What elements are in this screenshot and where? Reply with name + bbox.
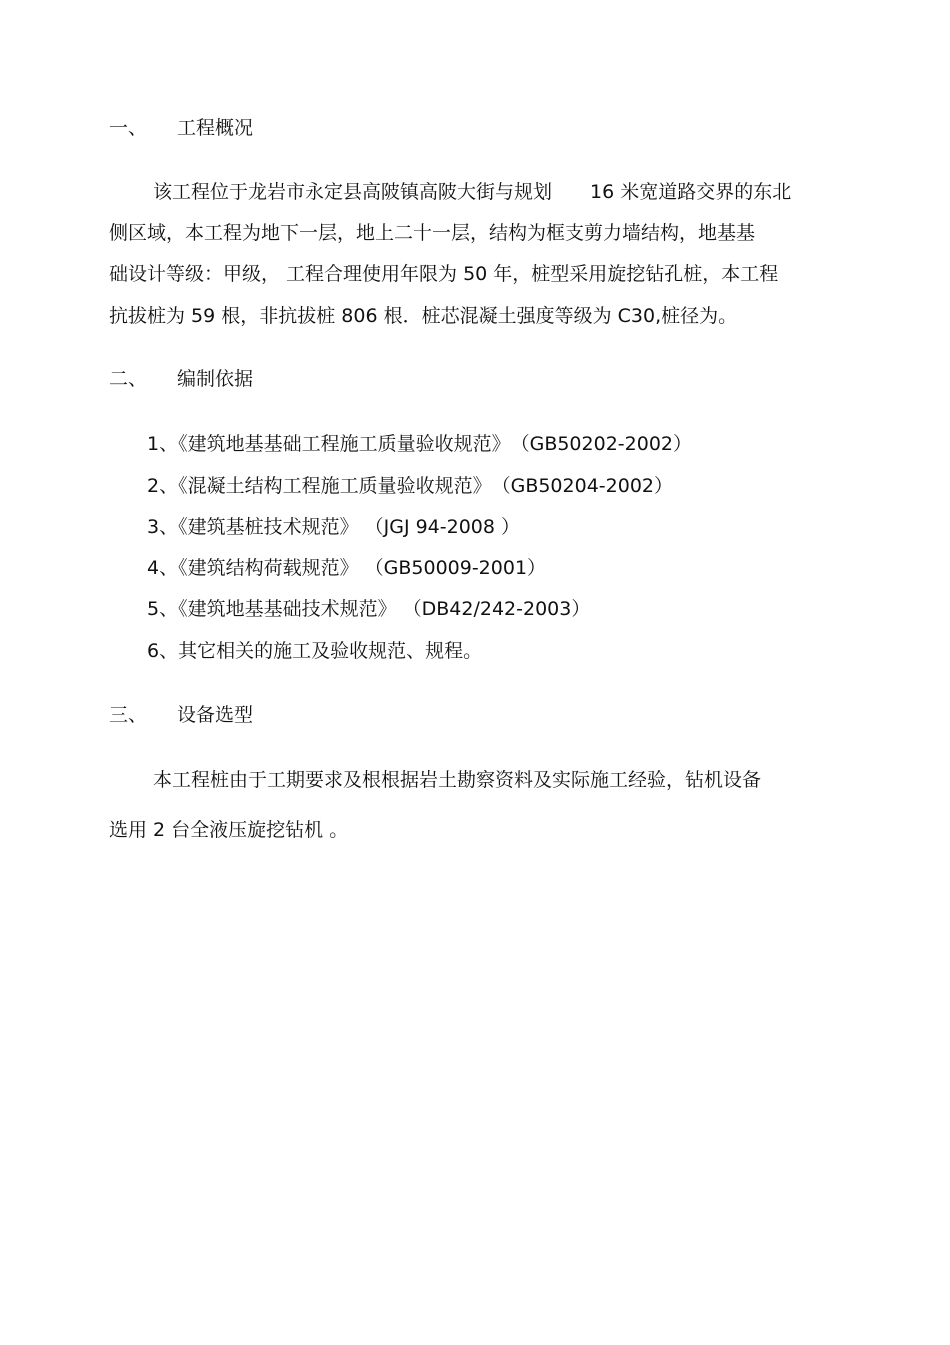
reference-item: 5、《建筑地基基础技术规范》 （DB42/242-2003） <box>147 598 591 620</box>
paragraph-line: 抗拔桩为 59 根，非抗拔桩 806 根．桩芯混凝土强度等级为 C30,桩径为。 <box>109 305 738 327</box>
paragraph-line: 础设计等级：甲级， 工程合理使用年限为 50 年，桩型采用旋挖钻孔桩，本工程 <box>109 263 779 285</box>
section-number: 二、 <box>109 368 148 390</box>
paragraph-line: 该工程位于龙岩市永定县高陂镇高陂大街与规划 16 米宽道路交界的东北 <box>153 181 792 203</box>
section-number: 一、 <box>109 117 148 139</box>
reference-item: 4、《建筑结构荷载规范》 （GB50009-2001） <box>147 557 547 579</box>
reference-item: 2、《混凝土结构工程施工质量验收规范》 （GB50204-2002） <box>147 475 673 497</box>
paragraph-line: 选用 2 台全液压旋挖钻机 。 <box>109 819 349 841</box>
section-heading-2 <box>109 367 253 391</box>
paragraph-line: 侧区域，本工程为地下一层，地上二十一层，结构为框支剪力墙结构，地基基 <box>109 222 756 244</box>
reference-item: 6、其它相关的施工及验收规范、规程。 <box>147 640 483 662</box>
paragraph-line: 本工程桩由于工期要求及根根据岩土勘察资料及实际施工经验，钻机设备 <box>153 769 762 791</box>
section-number: 三、 <box>109 704 148 726</box>
reference-item: 3、《建筑基桩技术规范》 （JGJ 94-2008 ） <box>147 516 521 538</box>
section-heading-3 <box>109 703 253 727</box>
reference-item: 1、《建筑地基基础工程施工质量验收规范》 （GB50202-2002） <box>147 433 692 455</box>
section-title: 设备选型 <box>177 704 254 726</box>
section-heading-1 <box>109 116 253 140</box>
section-title: 工程概况 <box>177 117 254 139</box>
section-title: 编制依据 <box>177 368 254 390</box>
